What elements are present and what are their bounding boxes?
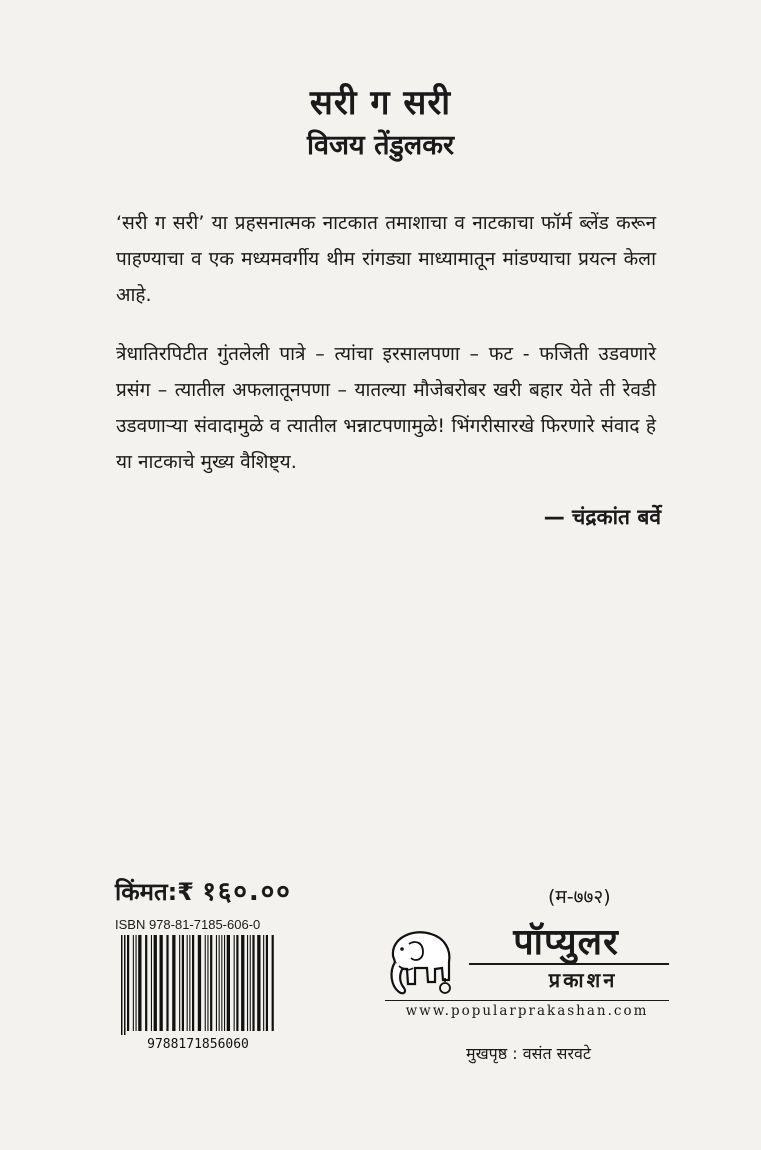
publisher-logo bbox=[385, 916, 669, 1006]
barcode-bar bbox=[250, 935, 251, 1031]
publisher-name: पॉप्युलर bbox=[513, 922, 619, 963]
price-currency: ₹ bbox=[177, 878, 194, 906]
barcode-bar bbox=[138, 935, 141, 1031]
barcode-bar bbox=[236, 935, 238, 1031]
publisher-subtitle: प्रकाशन bbox=[548, 968, 618, 992]
barcode-bar bbox=[136, 935, 137, 1031]
barcode-bar bbox=[179, 935, 180, 1031]
barcode-bar bbox=[166, 935, 168, 1031]
isbn-text: ISBN 978-81-7185-606-0 bbox=[115, 917, 261, 932]
barcode-bar bbox=[216, 935, 217, 1031]
barcode-bar bbox=[247, 935, 248, 1031]
barcode-bar bbox=[210, 935, 212, 1031]
barcode-bar bbox=[241, 935, 244, 1031]
barcode-bar bbox=[172, 935, 175, 1031]
price bbox=[115, 872, 292, 908]
barcode-bar bbox=[189, 935, 190, 1031]
barcode-bar bbox=[160, 935, 163, 1031]
cover-credit: मुखपृष्ठ : वसंत सरवटे bbox=[466, 1044, 591, 1063]
barcode-bar bbox=[192, 935, 194, 1031]
barcode-bar bbox=[227, 935, 230, 1031]
barcode-bar bbox=[252, 935, 254, 1031]
barcode-bar bbox=[151, 935, 152, 1031]
blurb-paragraph-2: त्रेधातिरपिटीत गुंतलेली पात्रे – त्यांचा इरसालपणा – फट - फजिती उडवणारे प्रसंग – त्यातील अफलातूनपणा – यातल्या मौजेबरोबर खरी बहार येते ती रेवडी उडवणाऱ्या संवादामुळे व त्यातील भन्नाटपणामुळे! भिंगरीसारखे फिरणारे संवाद हे या नाटकाचे मुख्य वैशिष्ट्य. bbox=[116, 343, 656, 473]
barcode-bar bbox=[124, 935, 126, 1035]
blurb-paragraph-1: ‘सरी ग सरी’ या प्रहसनात्मक नाटकात तमाशाचा व नाटकाचा फॉर्म ब्लेंड करून पाहण्याचा व एक मध्यमवर्गीय थीम रांगड्या माध्यामातून मांडण्याचा प्रयत्न केला आहे. bbox=[116, 212, 656, 306]
barcode-bar bbox=[263, 935, 264, 1031]
barcode-bar bbox=[182, 935, 184, 1031]
book-title: सरी ग सरी bbox=[309, 83, 452, 123]
barcode-bar bbox=[257, 935, 260, 1031]
barcode-bar bbox=[145, 935, 147, 1031]
elephant-icon bbox=[385, 922, 460, 1002]
barcode-bar bbox=[221, 935, 222, 1031]
logo-divider bbox=[469, 963, 669, 965]
barcode-bar bbox=[154, 935, 157, 1031]
barcode-bar bbox=[224, 935, 225, 1031]
barcode bbox=[113, 935, 283, 1050]
barcode-bar bbox=[207, 935, 208, 1031]
barcode-bar bbox=[133, 935, 134, 1031]
barcode-bar bbox=[198, 935, 201, 1031]
reviewer-signature: — चंद्रकांत बर्वे bbox=[543, 505, 661, 529]
barcode-bar bbox=[234, 935, 235, 1031]
barcode-bar bbox=[205, 935, 206, 1031]
catalog-code: (म-७७२) bbox=[548, 886, 611, 908]
barcode-bar bbox=[219, 935, 220, 1031]
barcode-bar bbox=[272, 935, 274, 1031]
price-label: किंमत: bbox=[115, 878, 178, 906]
barcode-bar bbox=[266, 935, 268, 1031]
barcode-digits: 9788171856060 bbox=[147, 1037, 249, 1050]
barcode-bar bbox=[127, 935, 129, 1031]
price-amount: १६०.०० bbox=[202, 877, 292, 907]
website-divider bbox=[385, 1000, 669, 1001]
book-author: विजय तेंडुलकर bbox=[306, 130, 455, 161]
barcode-bar bbox=[187, 935, 188, 1031]
publisher-website: www.popularprakashan.com bbox=[405, 1003, 649, 1019]
barcode-bar bbox=[121, 935, 123, 1035]
